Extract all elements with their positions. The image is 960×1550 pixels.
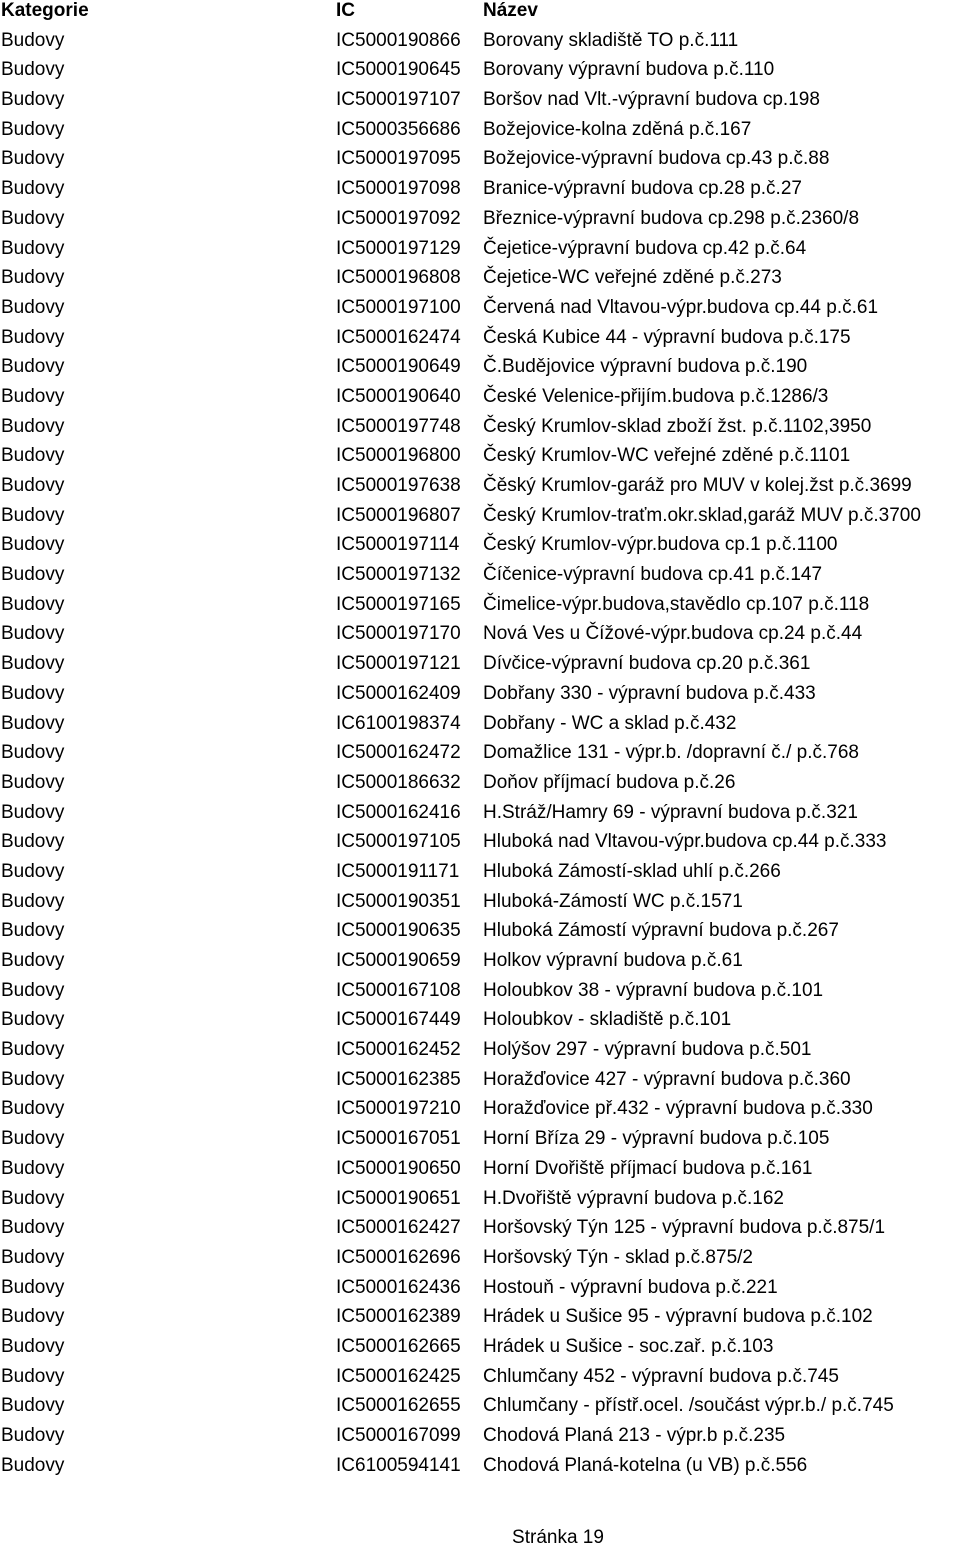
table-row [0,891,960,921]
cell-kategorie: Budovy [1,950,65,971]
cell-nazev: Horní Dvořiště příjmací budova p.č.161 [483,1157,813,1179]
page-number: Stránka 19 [512,1527,604,1548]
cell-nazev: Holoubkov 38 - výpravní budova p.č.101 [483,979,824,1001]
cell-kategorie: Budovy [1,1246,65,1268]
cell-ic: IC5000196800 [336,445,461,467]
header-ic: IC [336,0,355,21]
cell-ic: IC5000190649 [336,356,461,378]
cell-nazev: Dobřany 330 - výpravní budova p.č.433 [483,682,816,704]
cell-ic: IC5000197100 [336,296,461,318]
table-row [0,178,960,208]
cell-nazev: Chodová Planá 213 - výpr.b p.č.235 [483,1425,786,1446]
cell-ic: IC5000197095 [336,148,461,170]
cell-kategorie: Budovy [1,296,65,318]
cell-kategorie: Budovy [1,59,65,81]
cell-ic: IC5000197105 [336,831,461,853]
cell-ic: IC5000197638 [336,475,461,496]
header-kategorie: Kategorie [1,0,89,21]
cell-ic: IC5000162474 [336,326,461,348]
table-row [0,267,960,297]
table-row [0,1306,960,1336]
cell-kategorie: Budovy [1,1365,65,1387]
cell-kategorie: Budovy [1,1157,65,1179]
table-row [0,534,960,564]
cell-ic: IC5000162472 [336,742,461,764]
cell-nazev: Hostouň - výpravní budova p.č.221 [483,1276,778,1298]
cell-nazev: Český Krumlov-výpr.budova cp.1 p.č.1100 [483,534,838,556]
cell-nazev: Hluboká nad Vltavou-výpr.budova cp.44 p.č.333 [483,831,887,853]
cell-nazev: Číčenice-výpravní budova cp.41 p.č.147 [483,564,823,586]
cell-kategorie: Budovy [1,504,65,526]
cell-kategorie: Budovy [1,1187,65,1209]
cell-nazev: Hrádek u Sušice 95 - výpravní budova p.č.102 [483,1306,873,1328]
cell-nazev: Domažlice 131 - výpr.b. /dopravní č./ p.č.768 [483,742,859,764]
table-row [0,386,960,416]
table-row [0,1395,960,1425]
cell-kategorie: Budovy [1,1039,65,1061]
table-row [0,1217,960,1247]
cell-kategorie: Budovy [1,1068,65,1090]
cell-ic: IC5000197092 [336,207,461,229]
cell-nazev: Holýšov 297 - výpravní budova p.č.501 [483,1039,812,1061]
cell-nazev: Česká Kubice 44 - výpravní budova p.č.175 [483,326,851,348]
cell-ic: IC5000162655 [336,1395,461,1417]
cell-kategorie: Budovy [1,148,65,170]
table-row [0,1188,960,1218]
cell-kategorie: Budovy [1,1128,65,1150]
cell-ic: IC5000197098 [336,178,461,200]
cell-ic: IC5000162436 [336,1276,461,1298]
cell-ic: IC5000197748 [336,415,461,437]
cell-ic: IC5000167051 [336,1128,461,1150]
cell-nazev: Dívčice-výpravní budova cp.20 p.č.361 [483,653,811,675]
cell-kategorie: Budovy [1,1009,65,1031]
cell-ic: IC5000167099 [336,1425,461,1446]
table-row [0,297,960,327]
cell-kategorie: Budovy [1,920,65,942]
cell-nazev: Horažďovice př.432 - výpravní budova p.č.330 [483,1098,873,1120]
cell-nazev: Horšovský Týn - sklad p.č.875/2 [483,1246,753,1268]
cell-nazev: Horšovský Týn 125 - výpravní budova p.č.875/1 [483,1217,886,1239]
cell-ic: IC5000162409 [336,682,461,704]
cell-nazev: Branice-výpravní budova cp.28 p.č.27 [483,178,802,200]
table-row [0,356,960,386]
table-row [0,505,960,535]
cell-kategorie: Budovy [1,831,65,853]
table-row [0,980,960,1010]
cell-nazev: Chlumčany - přístř.ocel. /součást výpr.b./ p.č.745 [483,1395,894,1417]
table-row [0,89,960,119]
cell-nazev: Hrádek u Sušice - soc.zař. p.č.103 [483,1335,774,1357]
cell-nazev: Čejetice-výpravní budova cp.42 p.č.64 [483,237,807,259]
cell-nazev: Božejovice-výpravní budova cp.43 p.č.88 [483,148,830,170]
cell-nazev: Český Krumlov-sklad zboží žst. p.č.1102,3950 [483,415,872,437]
cell-nazev: Březnice-výpravní budova cp.298 p.č.2360/8 [483,207,860,229]
cell-ic: IC5000197107 [336,89,461,111]
cell-nazev: Čěský Krumlov-garáž pro MUV v kolej.žst p.č.3699 [483,475,912,496]
cell-kategorie: Budovy [1,1306,65,1328]
cell-ic: IC5000190351 [336,890,461,912]
cell-ic: IC5000196807 [336,504,461,526]
table-row [0,1366,960,1396]
table-row [0,1009,960,1039]
table-row [0,1247,960,1277]
cell-ic: IC5000167108 [336,979,461,1001]
cell-kategorie: Budovy [1,29,65,51]
table-row [0,653,960,683]
table-row [0,920,960,950]
cell-ic: IC5000190650 [336,1157,461,1179]
table-row [0,683,960,713]
table-row [0,623,960,653]
cell-kategorie: Budovy [1,593,65,615]
table-row [0,327,960,357]
cell-kategorie: Budovy [1,1395,65,1417]
cell-ic: IC5000197132 [336,564,461,586]
cell-nazev: Holkov výpravní budova p.č.61 [483,950,743,971]
table-row [0,1098,960,1128]
table-row [0,475,960,505]
table-row [0,1158,960,1188]
cell-nazev: Doňov příjmací budova p.č.26 [483,771,736,793]
cell-ic: IC5000162696 [336,1246,461,1268]
table-row [0,1128,960,1158]
table-row [0,416,960,446]
cell-nazev: Chlumčany 452 - výpravní budova p.č.745 [483,1365,839,1387]
table-row [0,1455,960,1485]
cell-ic: IC5000186632 [336,771,461,793]
table-row [0,30,960,60]
cell-nazev: Hluboká-Zámostí WC p.č.1571 [483,890,743,912]
cell-nazev: Český Krumlov-traťm.okr.sklad,garáž MUV p.č.3700 [483,504,921,526]
table-row [0,1039,960,1069]
cell-ic: IC5000197170 [336,623,461,645]
cell-nazev: Horní Bříza 29 - výpravní budova p.č.105 [483,1128,830,1150]
cell-nazev: Červená nad Vltavou-výpr.budova cp.44 p.č.61 [483,296,879,318]
cell-ic: IC5000191171 [336,860,460,882]
cell-nazev: Český Krumlov-WC veřejné zděné p.č.1101 [483,445,851,467]
cell-kategorie: Budovy [1,979,65,1001]
table-row [0,1425,960,1455]
cell-kategorie: Budovy [1,207,65,229]
cell-kategorie: Budovy [1,890,65,912]
cell-ic: IC5000162389 [336,1306,461,1328]
cell-ic: IC5000162452 [336,1039,461,1061]
table-row [0,802,960,832]
cell-ic: IC5000190866 [336,29,461,51]
cell-kategorie: Budovy [1,771,65,793]
table-row [0,148,960,178]
cell-ic: IC5000162427 [336,1217,461,1239]
cell-ic: IC5000162416 [336,801,461,823]
cell-ic: IC5000356686 [336,118,461,140]
table-header-row [0,0,960,30]
table-row [0,1277,960,1307]
cell-kategorie: Budovy [1,385,65,407]
cell-kategorie: Budovy [1,118,65,140]
cell-ic: IC5000190651 [336,1187,461,1209]
cell-kategorie: Budovy [1,534,65,556]
cell-kategorie: Budovy [1,682,65,704]
table-row [0,445,960,475]
table-row [0,238,960,268]
cell-kategorie: Budovy [1,712,65,734]
cell-ic: IC6100594141 [336,1454,461,1476]
cell-nazev: H.Dvořiště výpravní budova p.č.162 [483,1187,784,1209]
cell-kategorie: Budovy [1,326,65,348]
cell-ic: IC5000167449 [336,1009,461,1031]
header-nazev: Název [483,0,538,21]
cell-ic: IC5000190635 [336,920,461,942]
cell-ic: IC5000190659 [336,950,461,971]
table-row [0,59,960,89]
cell-kategorie: Budovy [1,475,65,496]
cell-kategorie: Budovy [1,742,65,764]
cell-kategorie: Budovy [1,237,65,259]
cell-kategorie: Budovy [1,1098,65,1120]
table-row [0,119,960,149]
cell-kategorie: Budovy [1,653,65,675]
cell-kategorie: Budovy [1,860,65,882]
cell-nazev: Borovany skladiště TO p.č.111 [483,29,739,51]
cell-kategorie: Budovy [1,623,65,645]
table-row [0,713,960,743]
cell-nazev: Borovany výpravní budova p.č.110 [483,59,775,81]
cell-nazev: Čejetice-WC veřejné zděné p.č.273 [483,267,782,289]
cell-nazev: Hluboká Zámostí-sklad uhlí p.č.266 [483,860,781,882]
cell-ic: IC5000162425 [336,1365,461,1387]
cell-ic: IC5000162665 [336,1335,461,1357]
cell-ic: IC5000197114 [336,534,460,556]
cell-nazev: H.Stráž/Hamry 69 - výpravní budova p.č.321 [483,801,858,823]
table-row [0,1069,960,1099]
cell-kategorie: Budovy [1,564,65,586]
cell-kategorie: Budovy [1,1217,65,1239]
table-row [0,1336,960,1366]
table-row [0,831,960,861]
table-row [0,594,960,624]
cell-kategorie: Budovy [1,801,65,823]
cell-kategorie: Budovy [1,178,65,200]
cell-nazev: Božejovice-kolna zděná p.č.167 [483,118,752,140]
table-row [0,564,960,594]
cell-kategorie: Budovy [1,89,65,111]
cell-ic: IC5000196808 [336,267,461,289]
cell-nazev: Č.Budějovice výpravní budova p.č.190 [483,356,808,378]
cell-ic: IC5000197121 [336,653,461,675]
cell-ic: IC5000190640 [336,385,461,407]
cell-ic: IC5000197165 [336,593,461,615]
cell-ic: IC5000197129 [336,237,461,259]
table-row [0,772,960,802]
cell-kategorie: Budovy [1,1335,65,1357]
cell-kategorie: Budovy [1,415,65,437]
table-row [0,742,960,772]
cell-ic: IC5000197210 [336,1098,461,1120]
cell-nazev: Horažďovice 427 - výpravní budova p.č.360 [483,1068,851,1090]
cell-nazev: České Velenice-přijím.budova p.č.1286/3 [483,385,829,407]
cell-kategorie: Budovy [1,267,65,289]
table-row [0,950,960,980]
cell-kategorie: Budovy [1,445,65,467]
cell-kategorie: Budovy [1,1425,65,1446]
cell-kategorie: Budovy [1,356,65,378]
table-body [0,30,960,1485]
table-row [0,208,960,238]
cell-nazev: Nová Ves u Čížové-výpr.budova cp.24 p.č.44 [483,623,863,645]
cell-ic: IC6100198374 [336,712,461,734]
cell-ic: IC5000162385 [336,1068,461,1090]
cell-nazev: Holoubkov - skladiště p.č.101 [483,1009,732,1031]
cell-nazev: Chodová Planá-kotelna (u VB) p.č.556 [483,1454,808,1476]
cell-kategorie: Budovy [1,1454,65,1476]
cell-nazev: Čimelice-výpr.budova,stavědlo cp.107 p.č.118 [483,593,870,615]
cell-nazev: Boršov nad Vlt.-výpravní budova cp.198 [483,89,820,111]
cell-ic: IC5000190645 [336,59,461,81]
cell-kategorie: Budovy [1,1276,65,1298]
cell-nazev: Dobřany - WC a sklad p.č.432 [483,712,737,734]
cell-nazev: Hluboká Zámostí výpravní budova p.č.267 [483,920,839,942]
table-row [0,861,960,891]
